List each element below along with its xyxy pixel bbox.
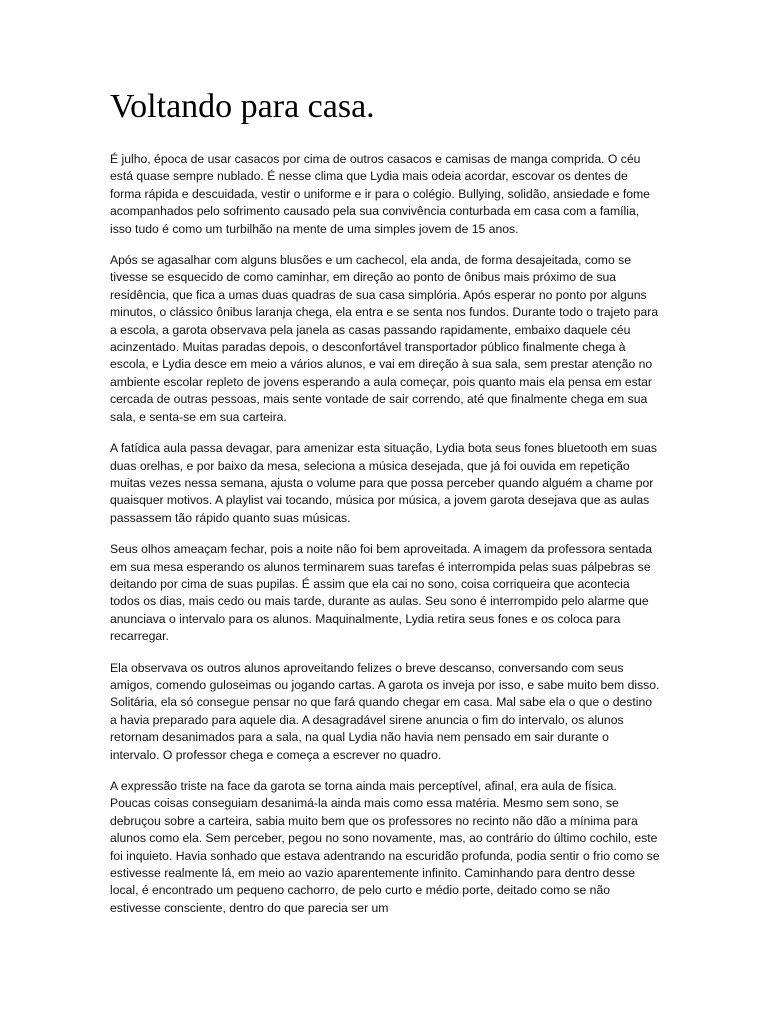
paragraph-4: Seus olhos ameaçam fechar, pois a noite não foi bem aproveitada. A imagem da professora sentada em sua mesa esperando os alunos terminarem suas tarefas é interrompida pelas suas pálpebras se deitando por cima de suas pupilas. É assim que ela cai no sono, coisa corriqueira que acontecia todos os dias, mais cedo ou mais tarde, durante as aulas. Seu sono é interrompido pelo alarme que anunciava o intervalo para os alunos. Maquinalmente, Lydia retira seus fones e os coloca para recarregar. — [110, 542, 652, 644]
paragraph-2: Após se agasalhar com alguns blusões e um cachecol, ela anda, de forma desajeitada, como se tivesse se esquecido de como caminhar, em direção ao ponto de ônibus mais próximo de sua residência, que fica a umas duas quadras de sua casa simplória. Após esperar no ponto por alguns minutos, o clássico ônibus laranja chega, ela entra e se senta nos fundos. Durante todo o trajeto para a escola, a garota observava pela janela as casas passando rapidamente, embaixo daquele céu acinzentado. Muitas paradas depois, o desconfortável transportador público finalmente chega à escola, e Lydia desce em meio a vários alunos, e vai em direção à sua sala, sem prestar atenção no ambiente escolar repleto de jovens esperando a aula começar, pois quanto mais ela pensa em estar cercada de outras pessoas, mais sente vontade de sair correndo, até que finalmente chega em sua sala, e senta-se em sua carteira. — [110, 253, 659, 424]
paragraph-1: É julho, época de usar casacos por cima de outros casacos e camisas de manga comprida. O céu está quase sempre nublado. É nesse clima que Lydia mais odeia acordar, escovar os dentes de forma rápida e descuidada, vestir o uniforme e ir para o colégio. Bullying, solidão, ansiedade e fome acompanhados pelo sofrimento causado pela sua convivência conturbada em casa com a família, isso tudo é como um turbilhão na mente de uma simples jovem de 15 anos. — [110, 152, 650, 236]
paragraph-3: A fatídica aula passa devagar, para amenizar esta situação, Lydia bota seus fones bluetooth em suas duas orelhas, e por baixo da mesa, seleciona a música desejada, que já foi ouvida em repetição muitas vezes nessa semana, ajusta o volume para que possa perceber quando alguém a chame por quaisquer motivos. A playlist vai tocando, música por música, a jovem garota desejava que as aulas passassem tão rápido quanto suas músicas. — [110, 441, 657, 525]
paragraph-6: A expressão triste na face da garota se torna ainda mais perceptível, afinal, era aula de física. Poucas coisas conseguiam desanimá-la ainda mais como essa matéria. Mesmo sem sono, se debruçou sobre a carteira, sabia muito bem que os professores no recinto não dão a mínima para alunos como ela. Sem perceber, pegou no sono novamente, mas, ao contrário do último cochilo, este foi inquieto. Havia sonhado que estava adentrando na escuridão profunda, podia sentir o frio como se estivesse realmente lá, em meio ao vazio aparentemente infinito. Caminhando para dentro desse local, é encontrado um pequeno cachorro, de pelo curto e médio porte, deitado como se não estivesse consciente, dentro do que parecia ser um — [110, 779, 660, 915]
document-title: Voltando para casa. — [110, 88, 375, 125]
paragraph-5: Ela observava os outros alunos aproveitando felizes o breve descanso, conversando com seus amigos, comendo guloseimas ou jogando cartas. A garota os inveja por isso, e sabe muito bem disso. Solitária, ela só consegue pensar no que fará quando chegar em casa. Mal sabe ela o que o destino a havia preparado para aquele dia. A desagradável sirene anuncia o fim do intervalo, os alunos retornam desanimados para a sala, na qual Lydia não havia nem pensado em sair durante o intervalo. O professor chega e começa a escrever no quadro. — [110, 660, 660, 762]
document-body — [110, 151, 660, 931]
